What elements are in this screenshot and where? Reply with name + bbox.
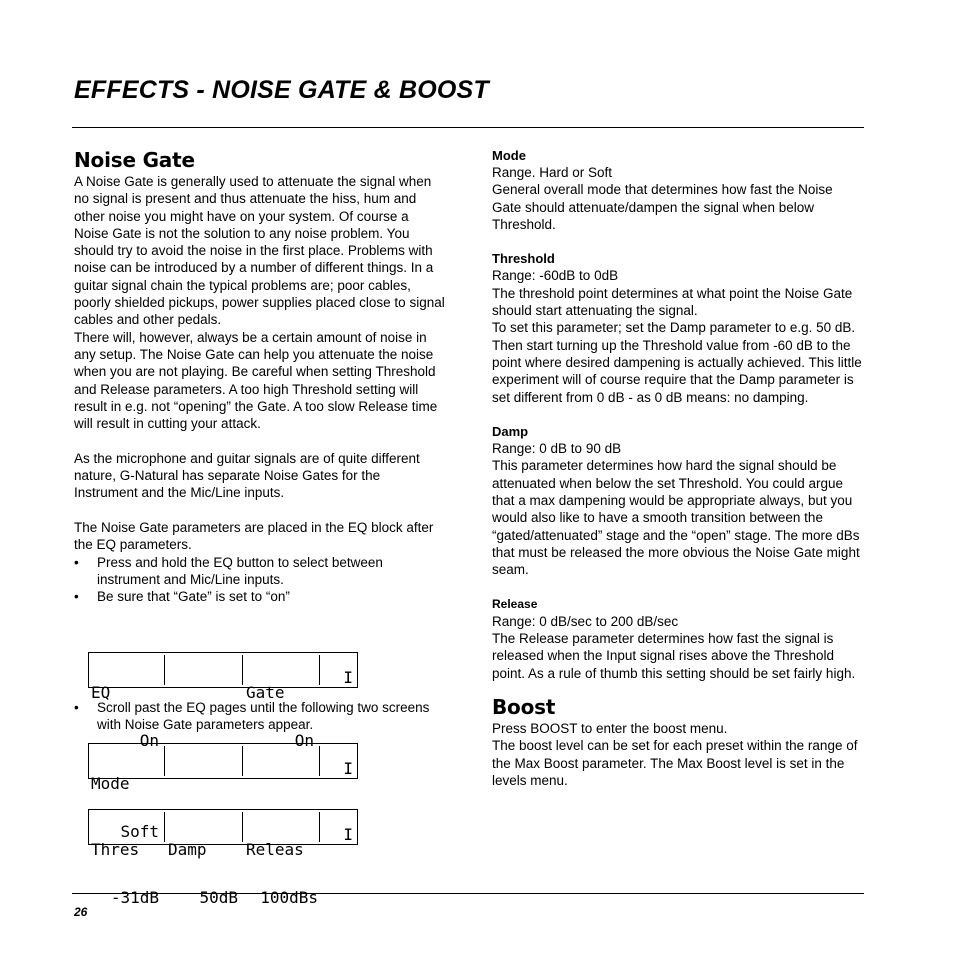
lcd-divider: [164, 655, 165, 685]
lcd-value: 100dBs: [260, 888, 318, 907]
damp-range: Range: 0 dB to 90 dB: [492, 441, 622, 457]
lcd-label: Thres: [91, 840, 140, 859]
spacer: [492, 579, 864, 596]
instruction-list: [74, 554, 446, 606]
lcd-cell: [91, 653, 163, 750]
lcd-marker: I: [343, 668, 353, 687]
lcd-cell: [246, 653, 318, 750]
spacer: [492, 682, 864, 694]
noise-gate-intro: A Noise Gate is generally used to attenuate the signal when no signal is present and thus attenuate the hiss, hum and other noise you might have on your system. Of course a Noise Gate is not the solution to any noise problem. You should try to avoid the noise in the first place. Problems with noise can be introduced by a number of different things. In a guitar signal chain the typical problems are; poor cables, poorly shielded pickups, power supplies placed close to signal cables and other pedals.: [74, 174, 445, 328]
lcd-display-params: [88, 809, 358, 907]
mode-heading: Mode: [492, 148, 526, 163]
threshold-description: The threshold point determines at what point the Noise Gate should start attenuating the signal.: [492, 285, 853, 319]
lcd-marker: I: [343, 825, 353, 844]
lcd-divider: [164, 746, 165, 776]
lcd-cell: [168, 810, 240, 907]
lcd-value: 50dB: [199, 888, 238, 907]
boost-heading: Boost: [492, 695, 556, 720]
mode-description: General overall mode that determines how fast the Noise Gate should attenuate/dampen the signal when below Threshold.: [492, 182, 833, 232]
footer-rule: [72, 893, 864, 894]
lcd-divider: [164, 812, 165, 842]
left-column: [74, 147, 446, 605]
spacer: [492, 233, 864, 250]
list-item: • Press and hold the EQ button to select between instrument and Mic/Line inputs.: [74, 554, 446, 589]
list-item: • Scroll past the EQ pages until the following two screens with Noise Gate parameters appear.: [74, 699, 446, 734]
lcd-value: On: [294, 731, 314, 750]
threshold-description-2: To set this parameter; set the Damp parameter to e.g. 50 dB. Then start turning up the Threshold value from -60 dB to the point where desired dampening is actually achieved. This little experiment will of course require that the Damp parameter is set different from 0 dB - as 0 dB means: no damping.: [492, 320, 862, 405]
scroll-instruction: [74, 699, 446, 734]
lcd-divider: [242, 812, 243, 842]
lcd-divider: [319, 812, 320, 842]
threshold-heading: Threshold: [492, 251, 555, 267]
lcd-marker: I: [343, 759, 353, 778]
lcd-display-mode: [88, 743, 358, 841]
noise-gate-paragraph-2: There will, however, always be a certain amount of noise in any setup. The Noise Gate can help you attenuate the noise when you are not playing. Be careful when setting Threshold and Release parameters. A too high Threshold setting will result in e.g. not “opening” the Gate. A too slow Release time will result in cutting your attack.: [74, 329, 438, 432]
spacer: [74, 432, 446, 449]
release-range: Range: 0 dB/sec to 200 dB/sec: [492, 613, 679, 629]
spacer: [492, 406, 864, 423]
page-title: EFFECTS - NOISE GATE & BOOST: [74, 76, 489, 104]
mode-range: Range. Hard or Soft: [492, 165, 613, 180]
noise-gate-paragraph-3: As the microphone and guitar signals are of quite different nature, G-Natural has separate Noise Gates for the Instrument and the Mic/Line inputs.: [74, 450, 420, 501]
release-description: The Release parameter determines how fast the signal is released when the Input signal rises above the Threshold point. As a rule of thumb this setting should be set fairly high.: [492, 631, 856, 681]
noise-gate-heading: Noise Gate: [74, 148, 195, 172]
damp-heading: Damp: [492, 424, 529, 440]
right-column: [492, 147, 864, 789]
lcd-divider: [319, 655, 320, 685]
release-heading: Release: [492, 596, 538, 611]
lcd-value: On: [139, 731, 159, 750]
lcd-label: Mode: [91, 774, 130, 793]
lcd-cell: [91, 744, 163, 841]
lcd-divider: [242, 655, 243, 685]
lcd-label: Releas: [246, 840, 304, 859]
noise-gate-paragraph-4: The Noise Gate parameters are placed in the EQ block after the EQ parameters.: [74, 519, 434, 553]
lcd-value: Soft: [120, 822, 159, 841]
header-rule: [72, 127, 864, 128]
list-item: • Be sure that “Gate” is set to “on”: [74, 588, 446, 605]
lcd-cell: [246, 810, 318, 907]
threshold-range: Range: -60dB to 0dB: [492, 268, 619, 284]
page-number: 26: [74, 905, 88, 919]
damp-description: This parameter determines how hard the signal should be attenuated when below the set Threshold. You could argue that a max dampening would be appropriate always, but you would also like to have a smooth transition between the “gated/attenuated” stage and the “open” stage. The more dBs that must be released the more obvious the Noise Gate might seam.: [492, 458, 860, 578]
lcd-label: EQ: [91, 683, 111, 702]
lcd-value: -31dB: [110, 888, 159, 907]
lcd-label: Damp: [168, 840, 207, 859]
boost-line: Press BOOST to enter the boost menu.: [492, 721, 728, 737]
spacer: [74, 502, 446, 519]
lcd-cell: [91, 810, 163, 907]
lcd-divider: [319, 746, 320, 776]
lcd-label: Gate: [246, 683, 285, 702]
boost-description: The boost level can be set for each preset within the range of the Max Boost parameter. The Max Boost level is set in the levels menu.: [492, 738, 858, 788]
lcd-divider: [242, 746, 243, 776]
